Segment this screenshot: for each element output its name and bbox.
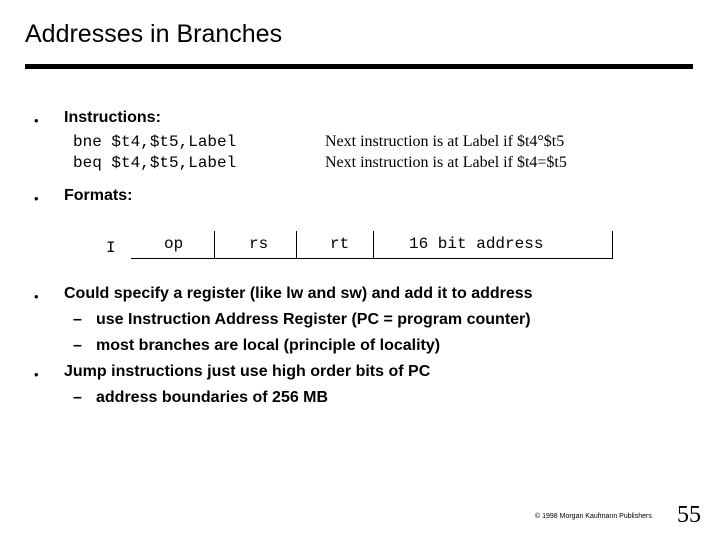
field-address: 16 bit address xyxy=(409,235,544,253)
field-rt: rt xyxy=(330,235,350,253)
copyright-notice: © 1998 Morgan Kaufmann Publishers xyxy=(535,513,652,520)
dash-icon: – xyxy=(73,389,82,406)
sub-point-text: use Instruction Address Register (PC = program counter) xyxy=(96,311,531,328)
bullet-icon: • xyxy=(34,289,39,304)
point-text: Could specify a register (like lw and sw) and add it to address xyxy=(64,285,533,302)
note-line-bne: Next instruction is at Label if $t4°$t5 xyxy=(325,133,565,150)
field-divider xyxy=(214,231,215,259)
bullet-icon: • xyxy=(34,191,39,206)
field-divider xyxy=(373,231,374,259)
format-type-label: I xyxy=(106,239,116,257)
code-line-beq: beq $t4,$t5,Label xyxy=(73,154,237,172)
bullet-icon: • xyxy=(34,367,39,382)
code-line-bne: bne $t4,$t5,Label xyxy=(73,133,237,151)
note-line-beq: Next instruction is at Label if $t4=$t5 xyxy=(325,154,567,171)
bullet-icon: • xyxy=(34,113,39,128)
field-divider xyxy=(296,231,297,259)
title-rule xyxy=(25,64,693,69)
sub-point-text: address boundaries of 256 MB xyxy=(96,389,329,406)
dash-icon: – xyxy=(73,311,82,328)
field-op: op xyxy=(164,235,184,253)
dash-icon: – xyxy=(73,337,82,354)
point-text: Jump instructions just use high order bits of PC xyxy=(64,363,431,380)
page-number: 55 xyxy=(677,502,701,528)
slide-title: Addresses in Branches xyxy=(25,20,283,48)
instructions-heading: Instructions: xyxy=(64,109,161,126)
formats-heading: Formats: xyxy=(64,187,133,204)
field-rs: rs xyxy=(249,235,269,253)
sub-point-text: most branches are local (principle of locality) xyxy=(96,337,441,354)
